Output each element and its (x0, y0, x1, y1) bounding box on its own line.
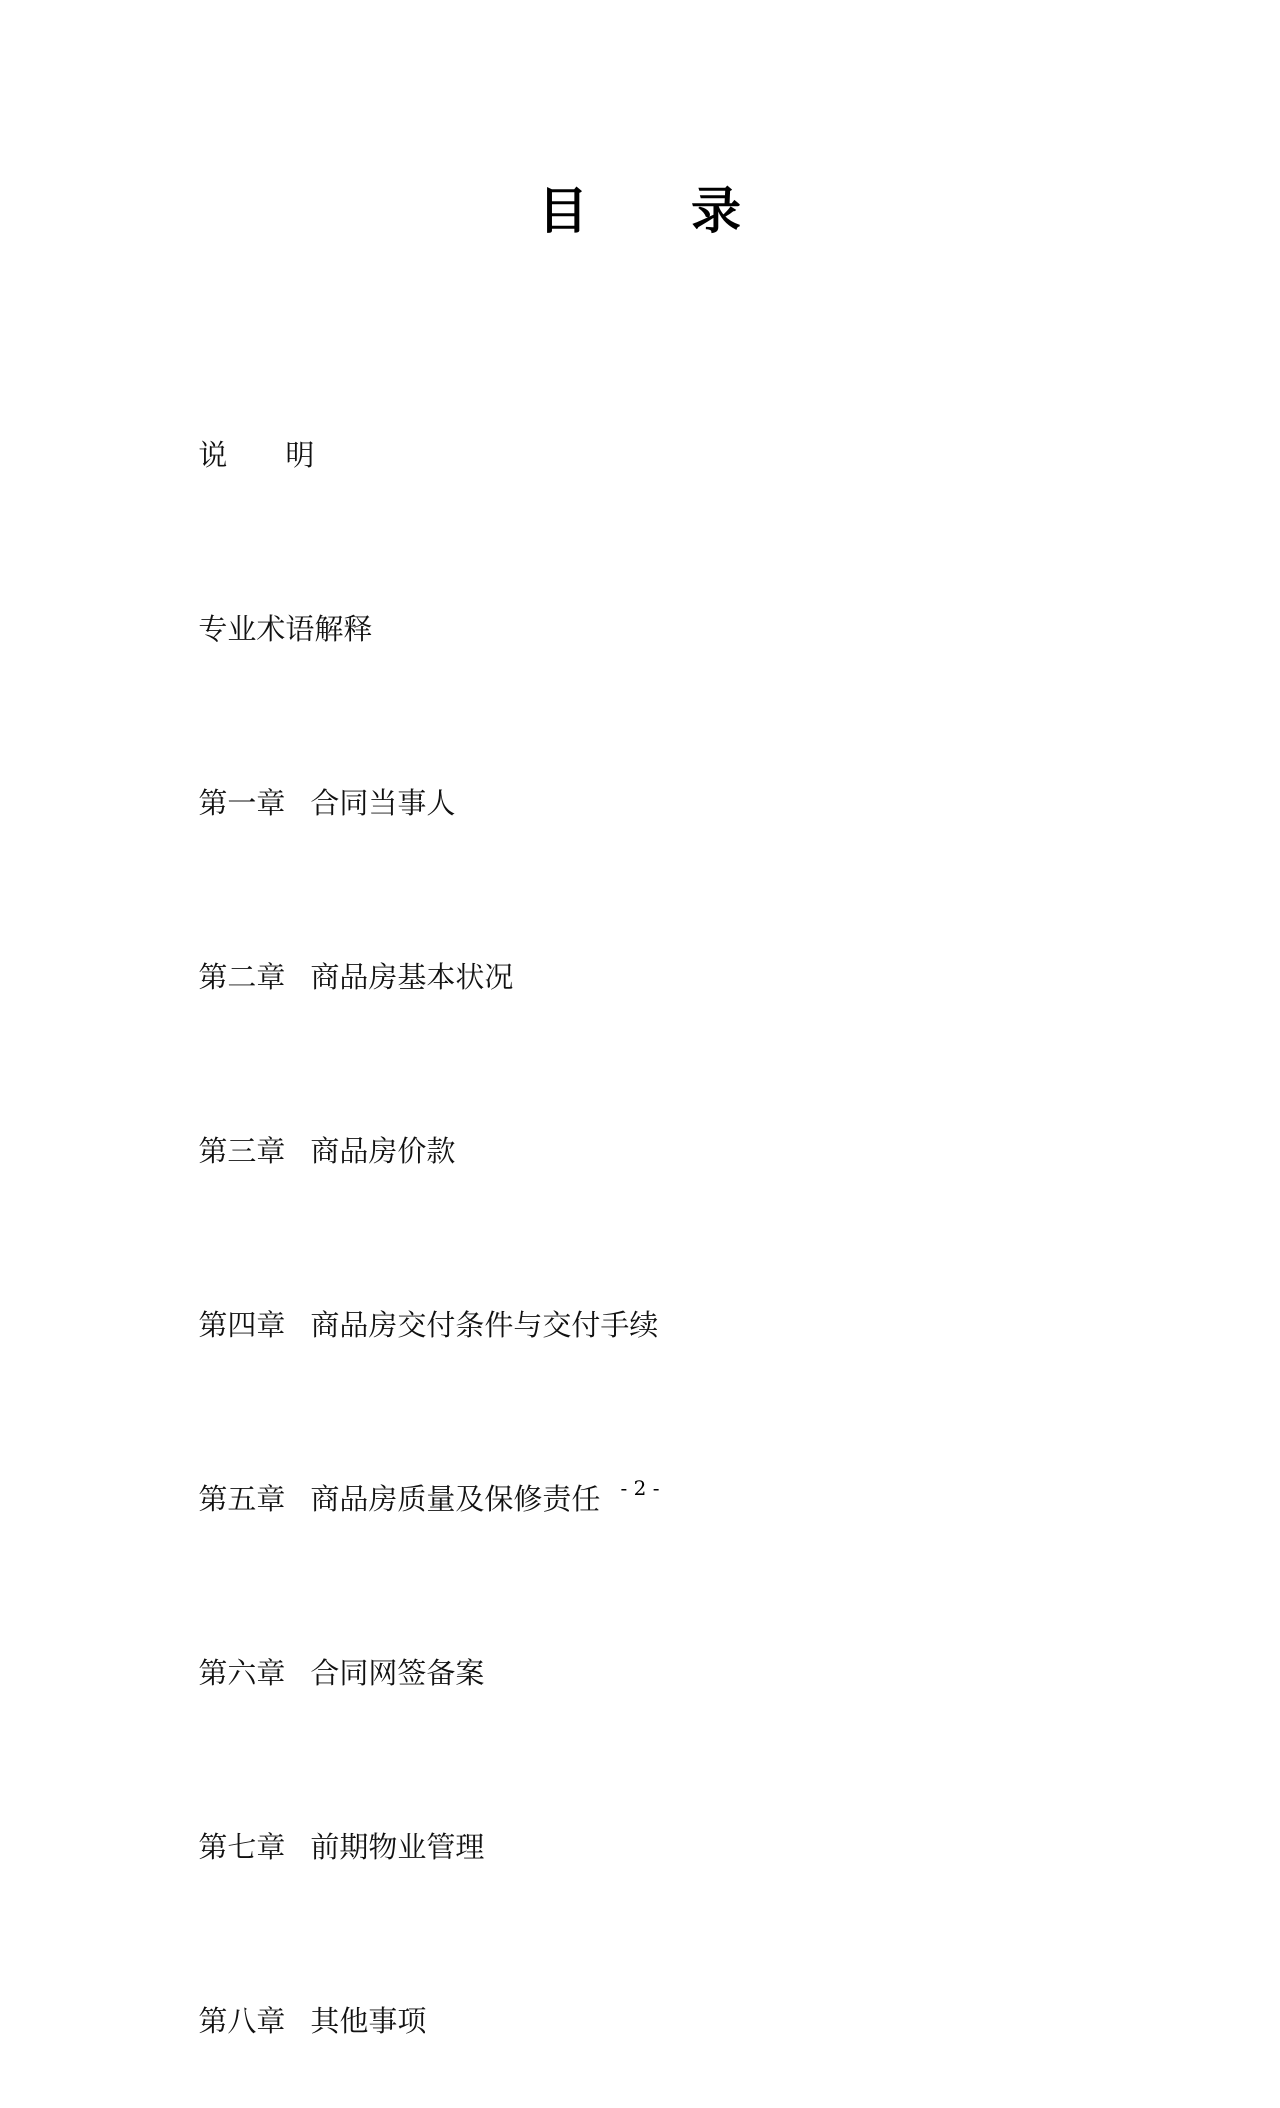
toc-entry-chapter-6[interactable] (143, 1586, 1043, 1760)
toc-entry-label: 合同网签备案 (310, 1656, 485, 1690)
toc-entry-chapter-3[interactable] (143, 1064, 1043, 1238)
toc-entry-chapter: 第七章 (198, 1830, 286, 1864)
toc-entry-chapter: 第二章 (198, 960, 286, 994)
toc-entry-label: 说 明 (198, 438, 315, 472)
toc-entry-chapter: 第五章 (198, 1482, 286, 1516)
page-number: - 2 - (620, 1476, 660, 1500)
table-of-contents (143, 368, 1043, 2108)
toc-entry-label: 专业术语解释 (198, 612, 373, 646)
toc-entry-label: 商品房交付条件与交付手续 (310, 1308, 659, 1342)
toc-entry-shuoming[interactable] (143, 368, 1043, 542)
toc-entry-chapter-8[interactable] (143, 1934, 1043, 2108)
toc-entry-chapter: 第一章 (198, 786, 286, 820)
toc-entry-chapter-7[interactable] (143, 1760, 1043, 1934)
toc-entry-chapter-4[interactable] (143, 1238, 1043, 1412)
toc-entry-chapter-1[interactable] (143, 716, 1043, 890)
page-title: 目 录 (538, 181, 742, 240)
toc-entry-chapter-2[interactable] (143, 890, 1043, 1064)
toc-entry-chapter: 第四章 (198, 1308, 286, 1342)
toc-entry-chapter: 第六章 (198, 1656, 286, 1690)
toc-entry-chapter: 第三章 (198, 1134, 286, 1168)
toc-entry-label: 商品房质量及保修责任 (310, 1482, 601, 1516)
toc-entry-label: 商品房基本状况 (310, 960, 514, 994)
toc-entry-terminology[interactable] (143, 542, 1043, 716)
toc-entry-label: 合同当事人 (310, 786, 456, 820)
toc-entry-label: 商品房价款 (310, 1134, 456, 1168)
toc-entry-label: 其他事项 (310, 2004, 427, 2038)
toc-entry-chapter: 第八章 (198, 2004, 286, 2038)
toc-entry-label: 前期物业管理 (310, 1830, 485, 1864)
